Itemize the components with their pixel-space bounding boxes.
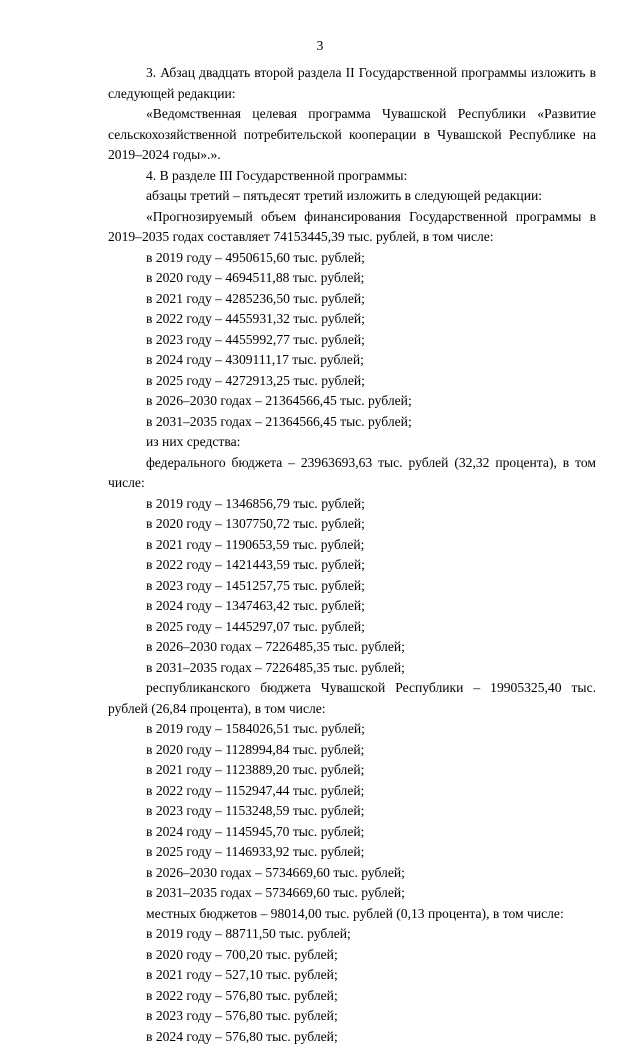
list-item: в 2023 году – 576,80 тыс. рублей; xyxy=(108,1006,596,1027)
page-number: 3 xyxy=(0,38,640,54)
list-item: в 2025 году – 1445297,07 тыс. рублей; xyxy=(108,617,596,638)
republic-budget-intro: республиканского бюджета Чувашской Республики – 19905325,40 тыс. рублей (26,84 процента), в том числе: xyxy=(108,678,596,719)
list-item: в 2020 году – 1307750,72 тыс. рублей; xyxy=(108,514,596,535)
paragraph-item-4: 4. В разделе III Государственной программы: xyxy=(108,166,596,187)
list-item: в 2020 году – 4694511,88 тыс. рублей; xyxy=(108,268,596,289)
federal-by-year-list xyxy=(108,494,596,679)
list-item: в 2023 году – 4455992,77 тыс. рублей; xyxy=(108,330,596,351)
list-item: в 2022 году – 576,80 тыс. рублей; xyxy=(108,986,596,1007)
document-body xyxy=(108,63,596,1047)
list-item: в 2019 году – 1346856,79 тыс. рублей; xyxy=(108,494,596,515)
list-item: в 2021 году – 1123889,20 тыс. рублей; xyxy=(108,760,596,781)
local-by-year-list xyxy=(108,924,596,1047)
list-item: в 2031–2035 годах – 5734669,60 тыс. рублей; xyxy=(108,883,596,904)
list-item: в 2021 году – 4285236,50 тыс. рублей; xyxy=(108,289,596,310)
republic-by-year-list xyxy=(108,719,596,904)
list-item: в 2020 году – 1128994,84 тыс. рублей; xyxy=(108,740,596,761)
list-item: в 2021 году – 527,10 тыс. рублей; xyxy=(108,965,596,986)
list-item: в 2031–2035 годах – 7226485,35 тыс. рублей; xyxy=(108,658,596,679)
list-item: в 2031–2035 годах – 21364566,45 тыс. рублей; xyxy=(108,412,596,433)
list-item: в 2022 году – 1421443,59 тыс. рублей; xyxy=(108,555,596,576)
list-item: в 2023 году – 1451257,75 тыс. рублей; xyxy=(108,576,596,597)
paragraph-edit-instruction: абзацы третий – пятьдесят третий изложить в следующей редакции: xyxy=(108,186,596,207)
list-item: в 2023 году – 1153248,59 тыс. рублей; xyxy=(108,801,596,822)
list-item: в 2024 году – 576,80 тыс. рублей; xyxy=(108,1027,596,1047)
list-item: в 2026–2030 годах – 5734669,60 тыс. рублей; xyxy=(108,863,596,884)
list-item: в 2022 году – 4455931,32 тыс. рублей; xyxy=(108,309,596,330)
list-item: в 2021 году – 1190653,59 тыс. рублей; xyxy=(108,535,596,556)
list-item: в 2019 году – 88711,50 тыс. рублей; xyxy=(108,924,596,945)
list-item: в 2024 году – 1145945,70 тыс. рублей; xyxy=(108,822,596,843)
list-item: в 2019 году – 4950615,60 тыс. рублей; xyxy=(108,248,596,269)
list-item: в 2019 году – 1584026,51 тыс. рублей; xyxy=(108,719,596,740)
list-item: в 2024 году – 4309111,17 тыс. рублей; xyxy=(108,350,596,371)
paragraph-item-3: 3. Абзац двадцать второй раздела II Государственной программы изложить в следующей редакции: xyxy=(108,63,596,104)
list-item: в 2024 году – 1347463,42 тыс. рублей; xyxy=(108,596,596,617)
list-item: в 2020 году – 700,20 тыс. рублей; xyxy=(108,945,596,966)
list-item: в 2025 году – 1146933,92 тыс. рублей; xyxy=(108,842,596,863)
paragraph-financing-total: «Прогнозируемый объем финансирования Государственной программы в 2019–2035 годах составляет 74153445,39 тыс. рублей, в том числе: xyxy=(108,207,596,248)
paragraph-program-title: «Ведомственная целевая программа Чувашской Республики «Развитие сельскохозяйственной потребительской кооперации в Чувашской Республике на 2019–2024 годы».». xyxy=(108,104,596,166)
local-budget-intro: местных бюджетов – 98014,00 тыс. рублей (0,13 процента), в том числе: xyxy=(108,904,596,925)
list-item: в 2022 году – 1152947,44 тыс. рублей; xyxy=(108,781,596,802)
of-them-label: из них средства: xyxy=(108,432,596,453)
federal-budget-intro: федерального бюджета – 23963693,63 тыс. рублей (32,32 процента), в том числе: xyxy=(108,453,596,494)
list-item: в 2026–2030 годах – 7226485,35 тыс. рублей; xyxy=(108,637,596,658)
total-by-year-list xyxy=(108,248,596,433)
list-item: в 2026–2030 годах – 21364566,45 тыс. рублей; xyxy=(108,391,596,412)
list-item: в 2025 году – 4272913,25 тыс. рублей; xyxy=(108,371,596,392)
